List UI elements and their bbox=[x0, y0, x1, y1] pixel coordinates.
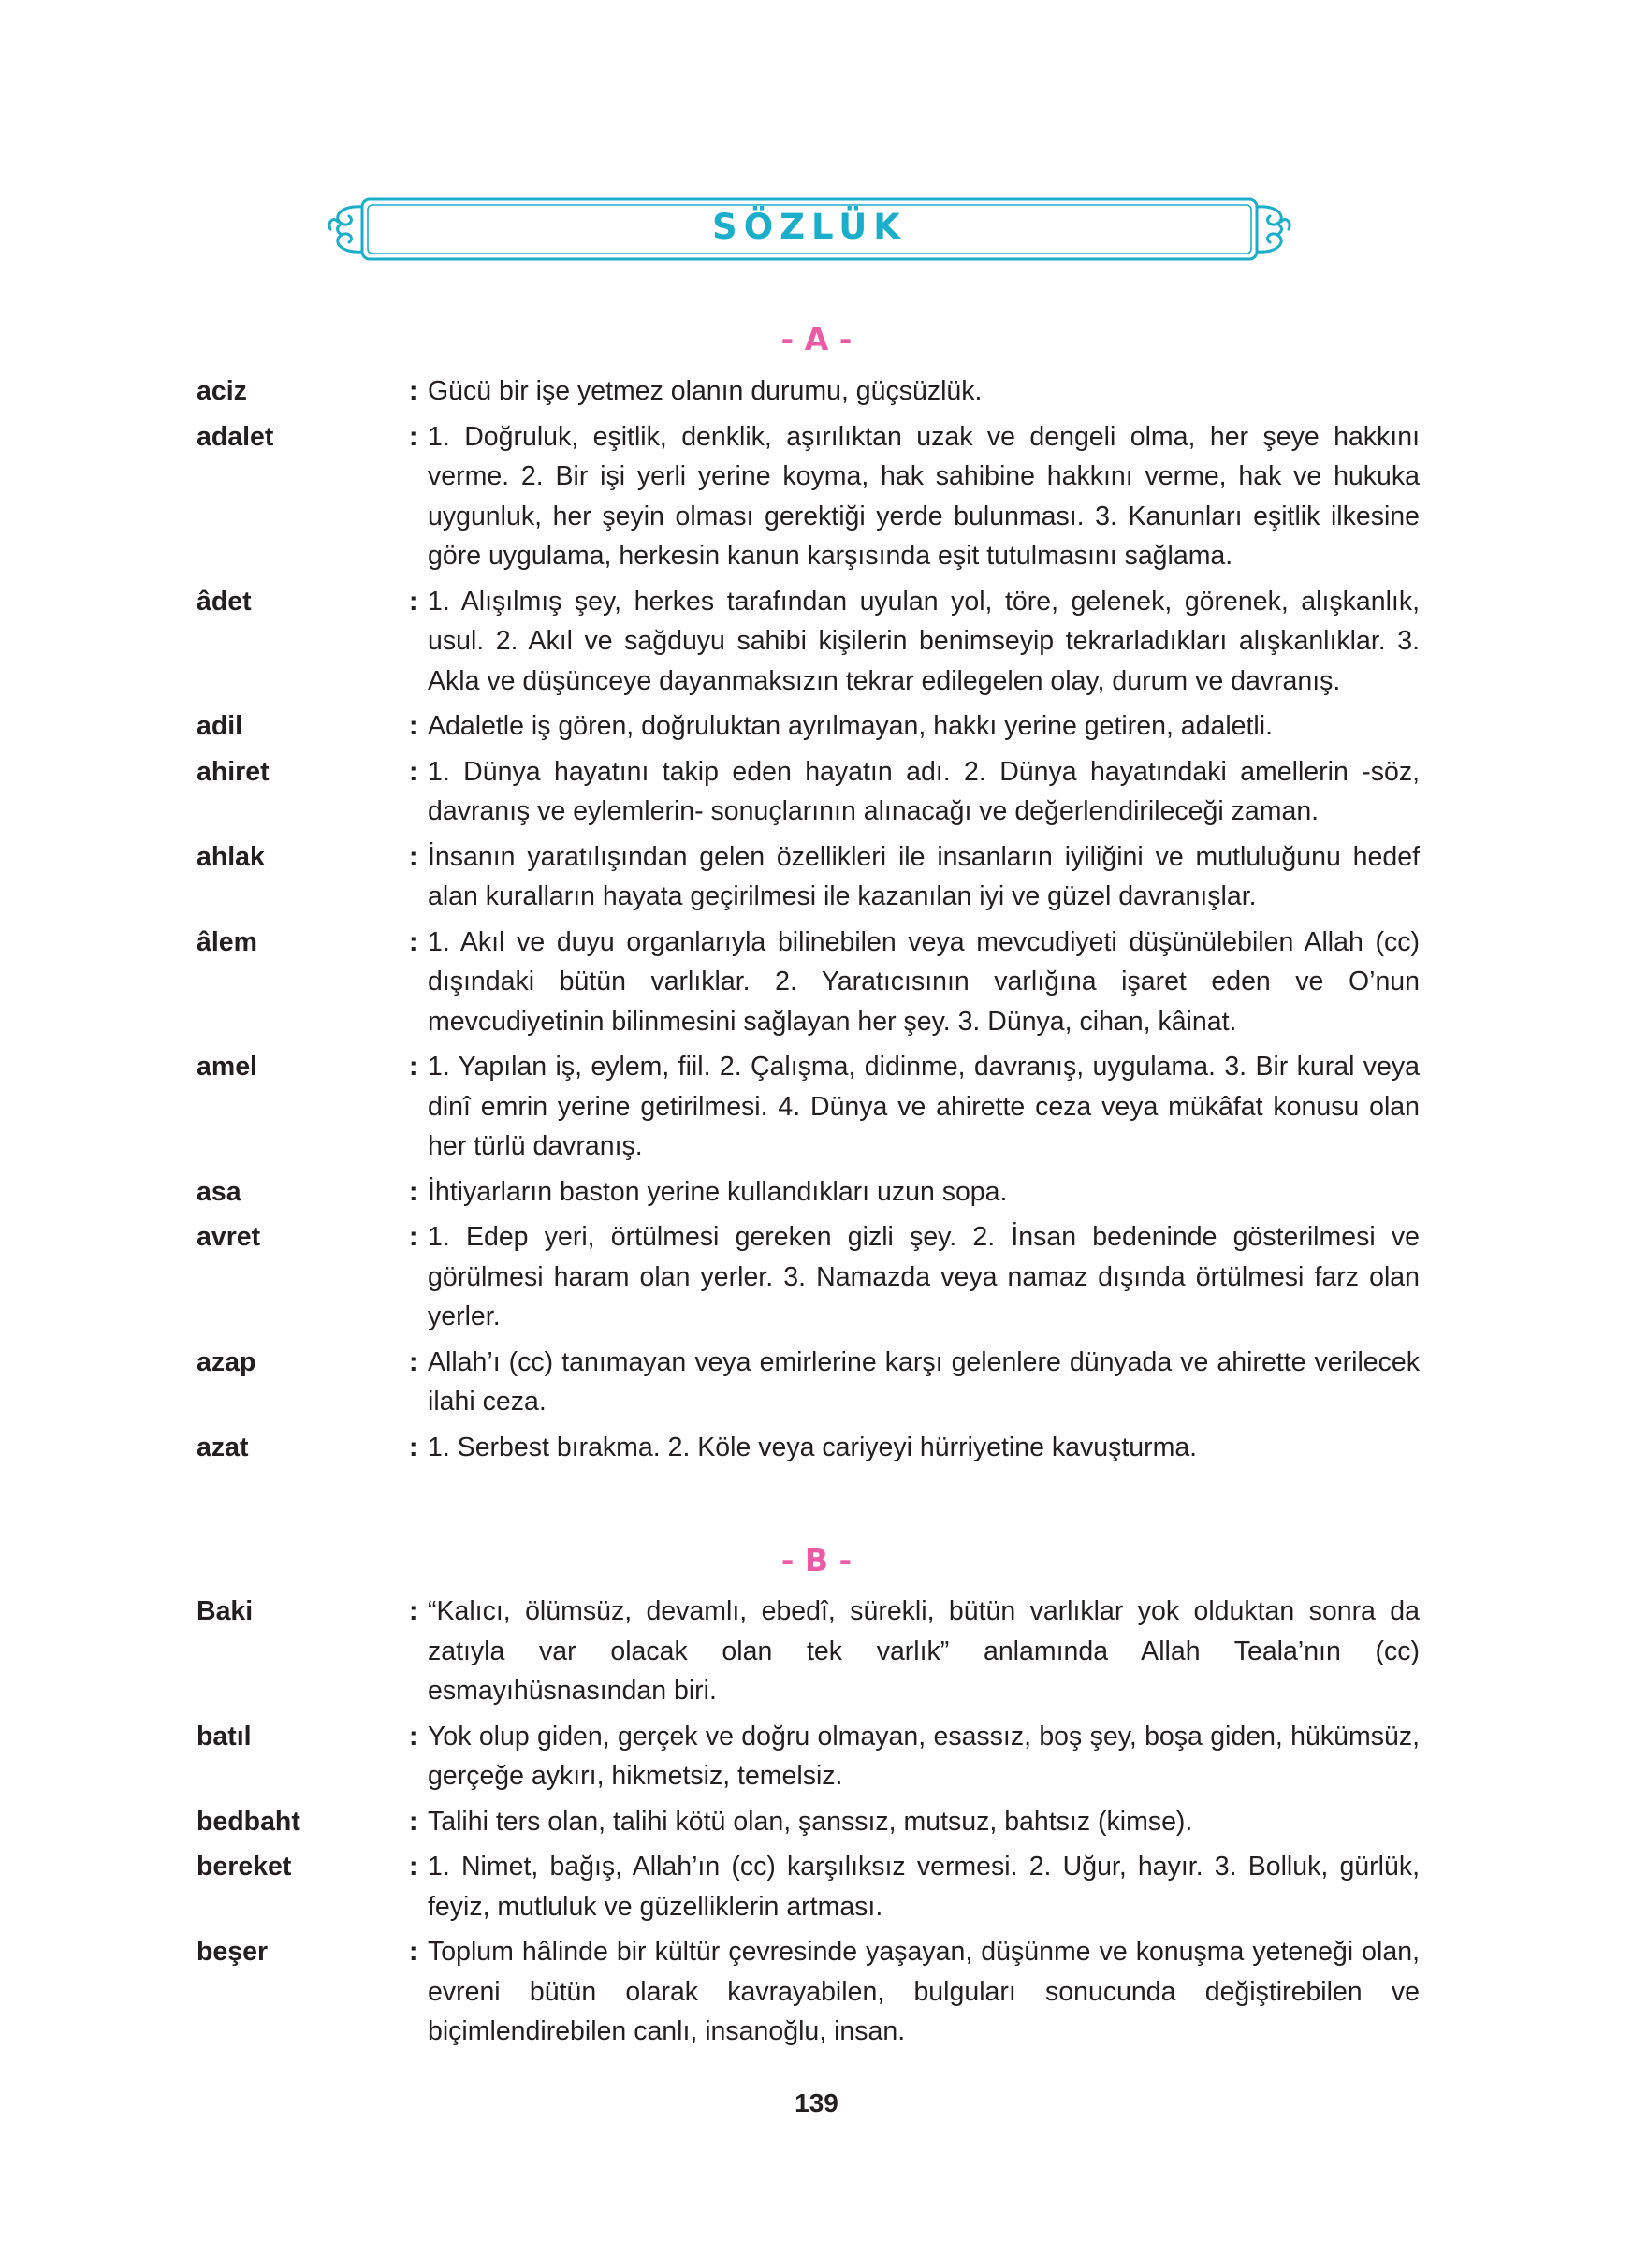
entry-definition: 1. Edep yeri, örtülmesi gereken gizli şey. 2. İnsan bedeninde gösterilmesi ve görülmesi haram olan yerler. 3. Namazda veya namaz dışında örtülmesi farz olan yerler. bbox=[428, 1222, 1420, 1331]
entry-definition: 1. Yapılan iş, eylem, fiil. 2. Çalışma, didinme, davranış, uygulama. 3. Bir kural veya dinî emrin yerine getirilmesi. 4. Dünya ve ahirette ceza veya mükâfat konusu olan her türlü davranış. bbox=[428, 1052, 1420, 1161]
dictionary-entry bbox=[197, 1428, 1633, 1468]
entry-colon: : bbox=[409, 756, 418, 787]
entry-definition: 1. Alışılmış şey, herkes tarafından uyulan yol, töre, gelenek, görenek, alışkanlık, usul. 2. Akıl ve sağduyu sahibi kişilerin benimseyip tekrarladıkları alışkanlıklar. 3. Akla ve düşünceye dayanmaksızın tekrar edilegelen olay, durum ve davranış. bbox=[428, 586, 1420, 696]
dictionary-entry bbox=[197, 706, 1633, 747]
entry-term: batıl bbox=[197, 1721, 252, 1752]
entry-term: azat bbox=[197, 1432, 249, 1462]
entry-definition: Talihi ters olan, talihi kötü olan, şanssız, mutsuz, bahtsız (kimse). bbox=[428, 1806, 1193, 1837]
page-number: 139 bbox=[795, 2088, 838, 2117]
entry-colon: : bbox=[409, 711, 418, 741]
page-title: SÖZLÜK bbox=[712, 207, 907, 247]
dictionary-entry bbox=[197, 371, 1633, 412]
dictionary-entry bbox=[197, 1717, 1633, 1796]
dictionary-entry bbox=[197, 752, 1633, 832]
entry-term: avret bbox=[197, 1222, 261, 1252]
entry-colon: : bbox=[409, 1596, 418, 1626]
entry-term: bereket bbox=[197, 1852, 292, 1882]
entry-term: beşer bbox=[197, 1937, 269, 1967]
entry-colon: : bbox=[409, 421, 418, 452]
dictionary-entry bbox=[197, 1343, 1633, 1422]
entry-term: azap bbox=[197, 1346, 256, 1377]
entry-colon: : bbox=[409, 1432, 418, 1462]
entry-term: aciz bbox=[197, 376, 247, 406]
entry-term: amel bbox=[197, 1052, 257, 1082]
entry-term: Baki bbox=[197, 1596, 254, 1626]
entry-term: ahlak bbox=[197, 841, 265, 872]
dictionary-entry bbox=[197, 923, 1633, 1042]
entry-colon: : bbox=[409, 1806, 418, 1837]
dictionary-entry bbox=[197, 1172, 1633, 1213]
entry-colon: : bbox=[409, 1222, 418, 1252]
entry-term: ahiret bbox=[197, 756, 270, 787]
entry-colon: : bbox=[409, 841, 418, 872]
entry-definition: 1. Dünya hayatını takip eden hayatın adı. 2. Dünya hayatındaki amellerin -söz, davranış ve eylemlerin- sonuçlarının alınacağı ve değerlendirileceği zaman. bbox=[428, 756, 1420, 826]
entry-colon: : bbox=[409, 926, 418, 957]
entry-term: adil bbox=[197, 711, 243, 741]
section-a bbox=[0, 371, 1633, 1473]
entry-colon: : bbox=[409, 1052, 418, 1082]
dictionary-entry bbox=[197, 582, 1633, 702]
entry-colon: : bbox=[409, 376, 418, 406]
entry-definition: 1. Nimet, bağış, Allah’ın (cc) karşılıksız vermesi. 2. Uğur, hayır. 3. Bolluk, gürlük, feyiz, mutluluk ve güzelliklerin artması. bbox=[428, 1852, 1420, 1922]
dictionary-entry bbox=[197, 417, 1633, 576]
dictionary-entry bbox=[197, 1217, 1633, 1337]
dictionary-entry bbox=[197, 1592, 1633, 1711]
entry-definition: Toplum hâlinde bir kültür çevresinde yaşayan, düşünme ve konuşma yeteneği olan, evreni bütün olarak kavrayabilen, bulguları sonucunda değiştirebilen ve biçimlendirebilen canlı, insanoğlu, insan. bbox=[428, 1937, 1420, 2046]
entry-definition: Gücü bir işe yetmez olanın durumu, güçsüzlük. bbox=[428, 376, 983, 406]
entry-definition: 1. Serbest bırakma. 2. Köle veya cariyeyi hürriyetine kavuşturma. bbox=[428, 1432, 1198, 1462]
entry-definition: Allah’ı (cc) tanımayan veya emirlerine karşı gelenlere dünyada ve ahirette verilecek ilahi ceza. bbox=[428, 1346, 1420, 1417]
entry-definition: Yok olup giden, gerçek ve doğru olmayan, esassız, boş şey, boşa giden, hükümsüz, gerçeğe aykırı, hikmetsiz, temelsiz. bbox=[428, 1721, 1420, 1791]
entry-colon: : bbox=[409, 1721, 418, 1752]
section-letter-b: - B - bbox=[780, 1542, 853, 1578]
section-letter-a: - A - bbox=[780, 321, 853, 357]
entry-definition: 1. Doğruluk, eşitlik, denklik, aşırılıktan uzak ve dengeli olma, her şeye hakkını verme. 2. Bir işi yerli yerine koyma, hak sahibine hakkını verme, hak ve hukuka uygunluk, her şeyin olması gerektiği yerde bulunması. 3. Kanunları eşitlik ilkesine göre uygulama, herkesin kanun karşısında eşit tutulmasını sağlama. bbox=[428, 421, 1420, 571]
entry-term: bedbaht bbox=[197, 1806, 300, 1837]
entry-colon: : bbox=[409, 1176, 418, 1207]
entry-term: âlem bbox=[197, 926, 257, 957]
entry-term: adalet bbox=[197, 421, 274, 452]
entry-term: âdet bbox=[197, 586, 252, 617]
entry-definition: 1. Akıl ve duyu organlarıyla bilinebilen veya mevcudiyeti düşünülebilen Allah (cc) dışındaki bütün varlıklar. 2. Yaratıcısının varlığına işaret eden ve O’nun mevcudiyetinin bilinmesini sağlayan her şey. 3. Dünya, cihan, kâinat. bbox=[428, 926, 1420, 1037]
entry-colon: : bbox=[409, 1346, 418, 1377]
entry-definition: Adaletle iş gören, doğruluktan ayrılmayan, hakkı yerine getiren, adaletli. bbox=[428, 711, 1274, 741]
dictionary-entry bbox=[197, 1802, 1633, 1842]
dictionary-entry bbox=[197, 1047, 1633, 1167]
entry-definition: İhtiyarların baston yerine kullandıkları uzun sopa. bbox=[428, 1176, 1008, 1207]
entry-colon: : bbox=[409, 1852, 418, 1882]
section-b bbox=[0, 1592, 1633, 2057]
entry-colon: : bbox=[409, 1937, 418, 1967]
title-banner bbox=[323, 192, 1296, 267]
entry-colon: : bbox=[409, 586, 418, 617]
dictionary-entry bbox=[197, 837, 1633, 917]
entry-definition: “Kalıcı, ölümsüz, devamlı, ebedî, sürekli, bütün varlıklar yok olduktan sonra da zatıyla var olacak olan tek varlık” anlamında Allah Teala’nın (cc) esmayıhüsnasından biri. bbox=[428, 1596, 1420, 1706]
entry-definition: İnsanın yaratılışından gelen özellikleri ile insanların iyiliğini ve mutluluğunu hedef alan kuralların hayata geçirilmesi ile kazanılan iyi ve güzel davranışlar. bbox=[428, 841, 1420, 911]
dictionary-entry bbox=[197, 1847, 1633, 1926]
entry-term: asa bbox=[197, 1176, 241, 1207]
dictionary-entry bbox=[197, 1932, 1633, 2052]
